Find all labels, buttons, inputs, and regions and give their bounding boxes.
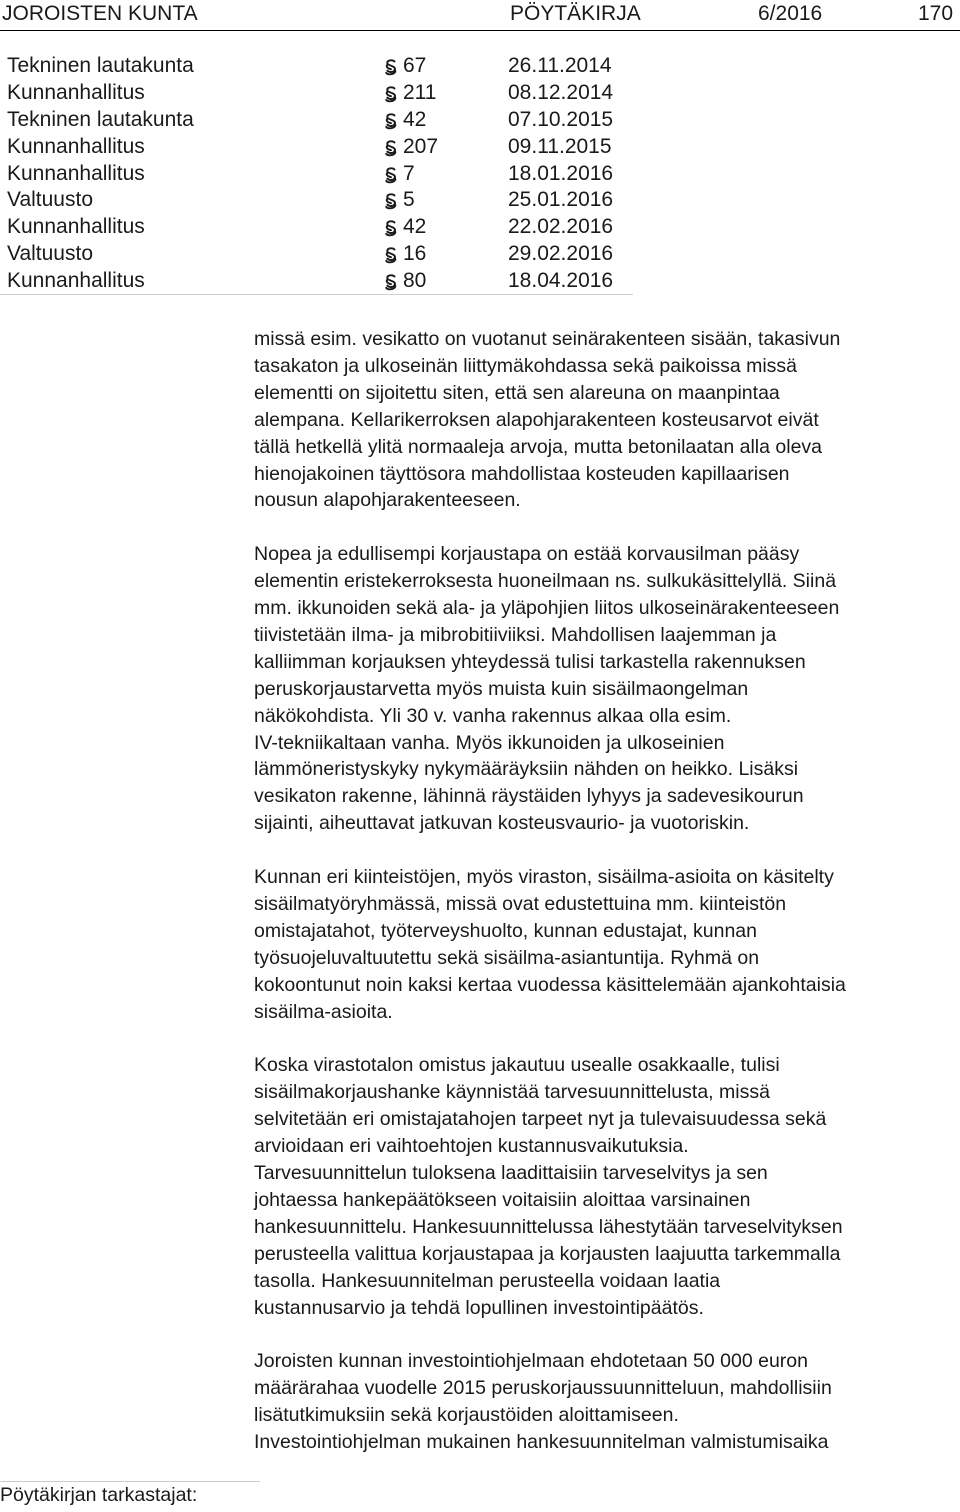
section-number: 5 [403, 188, 415, 212]
decision-body: Kunnanhallitus [7, 161, 145, 185]
body-paragraph [254, 1348, 960, 1456]
decision-body: Valtuusto [7, 188, 93, 212]
header-divider [0, 30, 960, 31]
decision-body: Tekninen lautakunta [7, 107, 194, 131]
text-line: kokoontunut noin kaksi kertaa vuodessa käsittelemään ajankohtaisia [254, 973, 846, 996]
decision-body: Kunnanhallitus [7, 269, 145, 293]
history-row [0, 134, 700, 161]
processing-history [0, 53, 700, 295]
meeting-date: 18.01.2016 [508, 161, 614, 185]
meeting-date: 25.01.2016 [508, 188, 614, 212]
section-number: 211 [403, 80, 437, 104]
text-line: Nopea ja edullisempi korjaustapa on estää korvausilman pääsy [254, 543, 800, 566]
meeting-date: 22.02.2016 [508, 215, 614, 239]
meeting-date: 08.12.2014 [508, 80, 614, 104]
meeting-date: 09.11.2015 [508, 134, 612, 158]
section-number: 67 [403, 54, 427, 77]
text-line: lämmöneristyskyky nykymääräyksiin nähden on heikko. Lisäksi [254, 758, 799, 781]
text-line: kustannusarvio ja tehdä lopullinen investointipäätös. [254, 1296, 704, 1319]
page-number: 170 [918, 2, 954, 25]
text-line: lisätutkimuksiin sekä korjaustöiden aloittamiseen. [254, 1404, 679, 1427]
paragraph-section-icon [381, 218, 401, 238]
text-line: elementti on sijoitettu siten, että sen alareuna on maanpintaa [254, 381, 780, 404]
text-line: alempana. Kellarikerroksen alapohjarakenteen kosteusarvot eivät [254, 408, 819, 431]
body-paragraph [254, 541, 960, 837]
text-line: määrärahaa vuodelle 2015 peruskorjaussuunnitteluun, mahdollisiin [254, 1377, 832, 1400]
history-row [0, 214, 700, 241]
body-paragraph [254, 326, 960, 514]
section-number: 16 [403, 242, 427, 266]
history-row [0, 53, 700, 80]
section-number: 42 [403, 215, 427, 239]
footer-divider [0, 1481, 260, 1482]
paragraph-section-icon [381, 272, 401, 292]
history-row [0, 187, 700, 214]
text-line: perusteella valittua korjaustapaa ja korjausten laajuutta tarkemmalla [254, 1242, 841, 1265]
body-paragraph [254, 864, 960, 1025]
text-line: mm. ikkunoiden sekä ala- ja yläpohjien liitos ulkoseinärakenteeseen [254, 597, 840, 620]
paragraph-section-icon [381, 111, 401, 131]
text-line: omistajatahot, työterveyshuolto, kunnan edustajat, kunnan [254, 919, 757, 942]
document-number: 6/2016 [758, 2, 823, 25]
paragraph-section-icon [381, 165, 401, 185]
text-line: Koska virastotalon omistus jakautuu usealle osakkaalle, tulisi [254, 1054, 780, 1077]
minutes-body-text [254, 326, 960, 1456]
section-number: 80 [403, 269, 427, 293]
meeting-date: 29.02.2016 [508, 242, 614, 266]
text-line: kalliimman korjauksen yhteydessä tulisi tarkastella rakennuksen [254, 650, 806, 673]
text-line: tasakaton ja ulkoseinän liittymäkohdassa sekä paikoissa missä [254, 354, 798, 377]
text-line: hankesuunnittelu. Hankesuunnittelussa lähestytään tarveselvityksen [254, 1215, 843, 1238]
section-number: 42 [403, 107, 427, 131]
municipality-name: JOROISTEN KUNTA [2, 2, 198, 25]
text-line: työsuojeluvaltuutettu sekä sisäilma-asiantuntija. Ryhmä on [254, 946, 760, 969]
text-line: IV-tekniikaltaan vanha. Myös ikkunoiden ja ulkoseinien [254, 731, 725, 754]
meeting-date: 18.04.2016 [508, 269, 614, 293]
history-row [0, 80, 700, 107]
decision-body: Kunnanhallitus [7, 215, 145, 239]
text-line: sijainti, aiheuttavat jatkuvan kosteusvaurio- ja vuotoriskin. [254, 812, 750, 835]
text-line: selvitetään eri omistajatahojen tarpeet nyt ja tulevaisuudessa sekä [254, 1108, 827, 1131]
text-line: tiivistetään ilma- ja mibrobitiiviiksi. Mahdollisen laajemman ja [254, 623, 777, 646]
text-line: sisäilma-asioita. [254, 1000, 393, 1023]
text-line: sisäilmakorjaushanke käynnistää tarvesuunnittelusta, missä [254, 1081, 770, 1104]
text-line: näkökohdista. Yli 30 v. vanha rakennus alkaa olla esim. [254, 704, 732, 727]
text-line: Joroisten kunnan investointiohjelmaan ehdotetaan 50 000 euron [254, 1350, 808, 1373]
text-line: peruskorjaustarvetta myös muista kuin sisäilmaongelman [254, 677, 749, 700]
section-number: 207 [403, 134, 439, 158]
text-line: arvioidaan eri vaihtoehtojen kustannusvaikutuksia. [254, 1135, 689, 1158]
text-line: sisäilmatyöryhmässä, missä ovat edustettuina mm. kiinteistön [254, 893, 787, 915]
history-row [0, 241, 700, 268]
minutes-reviewers-label: Pöytäkirjan tarkastajat: [0, 1484, 198, 1506]
history-row [0, 268, 700, 295]
meeting-date: 07.10.2015 [508, 107, 614, 131]
history-divider [0, 294, 633, 295]
text-line: vesikaton rakenne, lähinnä räystäiden lyhyys ja sadevesikourun [254, 785, 804, 808]
text-line: nousun alapohjarakenteeseen. [254, 489, 521, 512]
text-line: tasolla. Hankesuunnitelman perusteella voidaan laatia [254, 1269, 721, 1292]
paragraph-section-icon [381, 138, 401, 158]
decision-body: Valtuusto [7, 242, 93, 266]
text-line: elementin eristekerroksesta huoneilmaan ns. sulkukäsittelyllä. Siinä [254, 570, 837, 593]
history-row [0, 161, 700, 188]
paragraph-section-icon [381, 57, 401, 77]
paragraph-section-icon [381, 191, 401, 211]
decision-body: Tekninen lautakunta [7, 54, 194, 77]
page-header [0, 0, 960, 32]
text-line: Tarvesuunnittelun tuloksena laadittaisiin tarveselvitys ja sen [254, 1162, 768, 1185]
text-line: Kunnan eri kiinteistöjen, myös viraston, sisäilma-asioita on käsitelty [254, 866, 834, 889]
text-line: tällä hetkellä ylitä normaaleja arvoja, mutta betonilaatan alla oleva [254, 435, 823, 458]
text-line: missä esim. vesikatto on vuotanut seinärakenteen sisään, takasivun [254, 328, 841, 350]
paragraph-section-icon [381, 245, 401, 265]
text-line: Investointiohjelman mukainen hankesuunnitelman valmistumisaika [254, 1431, 829, 1454]
document-type: PÖYTÄKIRJA [510, 2, 641, 25]
section-number: 7 [403, 161, 415, 185]
text-line: johtaessa hankepäätökseen voitaisiin aloittaa varsinainen [254, 1188, 751, 1211]
decision-body: Kunnanhallitus [7, 80, 145, 104]
text-line: hienojakoinen täyttösora mahdollistaa kosteuden kapillaarisen [254, 462, 790, 485]
meeting-date: 26.11.2014 [508, 54, 612, 77]
decision-body: Kunnanhallitus [7, 134, 145, 158]
body-paragraph [254, 1052, 960, 1321]
paragraph-section-icon [381, 84, 401, 104]
history-row [0, 107, 700, 134]
